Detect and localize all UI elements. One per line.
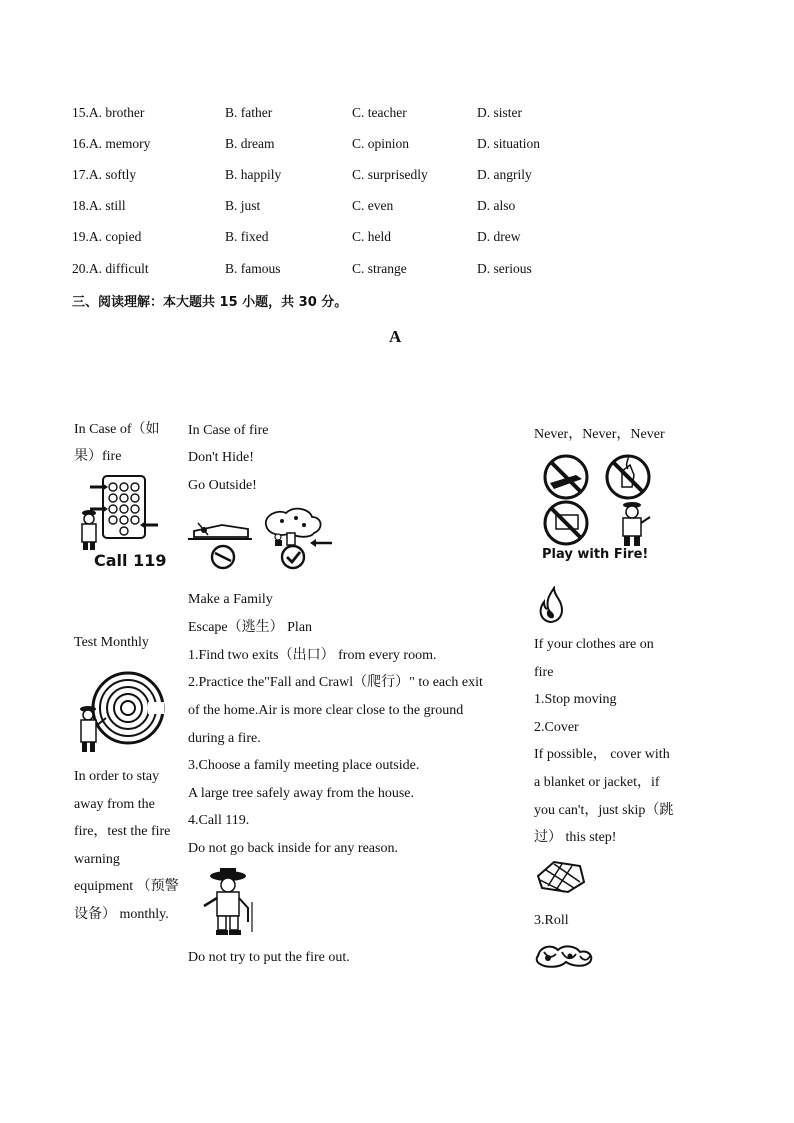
question-number: 15. — [72, 105, 89, 120]
question-number: 20. — [72, 261, 89, 276]
option-c: C. strange — [352, 261, 407, 276]
option-a: A. brother — [88, 105, 145, 120]
option-a: A. difficult — [88, 261, 149, 276]
option-c: C. even — [352, 198, 394, 213]
plan-line: 3.Choose a family meeting place outside. — [188, 758, 420, 773]
option-d: D. sister — [477, 105, 522, 120]
option-b: B. father — [225, 105, 273, 120]
option-d: D. serious — [477, 261, 532, 276]
question-number: 19. — [72, 229, 89, 244]
option-b: B. fixed — [225, 229, 269, 244]
question-15 — [72, 105, 144, 121]
option-b: B. just — [225, 198, 261, 213]
plan-line: A large tree safely away from the house. — [188, 786, 414, 801]
col1-para-line: warning — [74, 852, 120, 867]
option-a: A. memory — [88, 136, 151, 151]
option-d: D. situation — [477, 136, 540, 151]
col3-line: fire — [534, 665, 554, 680]
option-c: C. held — [352, 229, 391, 244]
plan-line: Do not go back inside for any reason. — [188, 841, 398, 856]
col1-para-line: away from the — [74, 797, 155, 812]
col3-line: 1.Stop moving — [534, 692, 617, 707]
call-119-label: Call 119 — [94, 551, 167, 570]
col3-line: 2.Cover — [534, 720, 579, 735]
blanket-icon — [534, 856, 588, 896]
plan-line: 1.Find two exits（出口） from every room. — [188, 648, 437, 663]
col3-line: 过） this step! — [534, 830, 617, 845]
option-c: C. teacher — [352, 105, 407, 120]
question-number: 18. — [72, 198, 89, 213]
option-d: D. also — [477, 198, 516, 213]
test-monthly-title: Test Monthly — [74, 635, 149, 650]
hide-vs-outside-illustration — [186, 503, 336, 571]
option-a: A. softly — [88, 167, 137, 182]
flame-icon — [536, 586, 566, 624]
col1-line1: In Case of（如 — [74, 422, 160, 437]
option-d: D. angrily — [477, 167, 532, 182]
plan-line: of the home.Air is more clear close to the ground — [188, 703, 464, 718]
col3-line: If your clothes are on — [534, 637, 654, 652]
question-16 — [72, 136, 150, 152]
plan-line: 2.Practice the"Fall and Crawl（爬行）" to each exit — [188, 675, 483, 690]
option-b: B. famous — [225, 261, 281, 276]
col1-para-line: In order to stay — [74, 769, 160, 784]
play-with-fire-label: Play with Fire! — [542, 547, 649, 562]
question-19 — [72, 229, 141, 245]
rolling-person-icon — [534, 940, 596, 970]
col1-para-line: 设备） monthly. — [74, 907, 169, 922]
option-a: A. still — [88, 198, 126, 213]
col2-top-line: Don't Hide! — [188, 450, 254, 465]
question-17 — [72, 167, 136, 183]
option-c: C. opinion — [352, 136, 410, 151]
question-number: 17. — [72, 167, 89, 182]
roll-label: 3.Roll — [534, 913, 569, 928]
question-18 — [72, 198, 126, 214]
col3-line: If possible， cover with — [534, 747, 670, 762]
passage-title: A — [389, 327, 402, 346]
firefighter-illustration — [198, 866, 256, 938]
option-d: D. drew — [477, 229, 521, 244]
col2-top-line: In Case of fire — [188, 423, 269, 438]
col3-line: you can't，just skip（跳 — [534, 803, 674, 818]
col3-line: a blanket or jacket，if — [534, 775, 660, 790]
plan-line: during a fire. — [188, 731, 261, 746]
question-20 — [72, 261, 149, 277]
option-c: C. surprisedly — [352, 167, 428, 182]
col2-top-line: Go Outside! — [188, 478, 257, 493]
col1-para-line: equipment （预警 — [74, 879, 179, 894]
option-b: B. happily — [225, 167, 282, 182]
plan-line: Make a Family — [188, 592, 273, 607]
plan-line: 4.Call 119. — [188, 813, 250, 828]
section-heading: 三、阅读理解：本大题共 15 小题，共 30 分。 — [72, 295, 348, 310]
question-number: 16. — [72, 136, 89, 151]
last-line: Do not try to put the fire out. — [188, 950, 350, 965]
option-b: B. dream — [225, 136, 275, 151]
col1-line2: 果）fire — [74, 449, 122, 464]
smoke-alarm-illustration — [76, 662, 166, 758]
option-a: A. copied — [88, 229, 142, 244]
plan-line: Escape（逃生） Plan — [188, 620, 313, 635]
never-title: Never，Never，Never — [534, 427, 665, 442]
col1-para-line: fire，test the fire — [74, 824, 171, 839]
no-fire-play-illustration — [534, 453, 664, 551]
phone-keypad-illustration — [76, 473, 166, 551]
